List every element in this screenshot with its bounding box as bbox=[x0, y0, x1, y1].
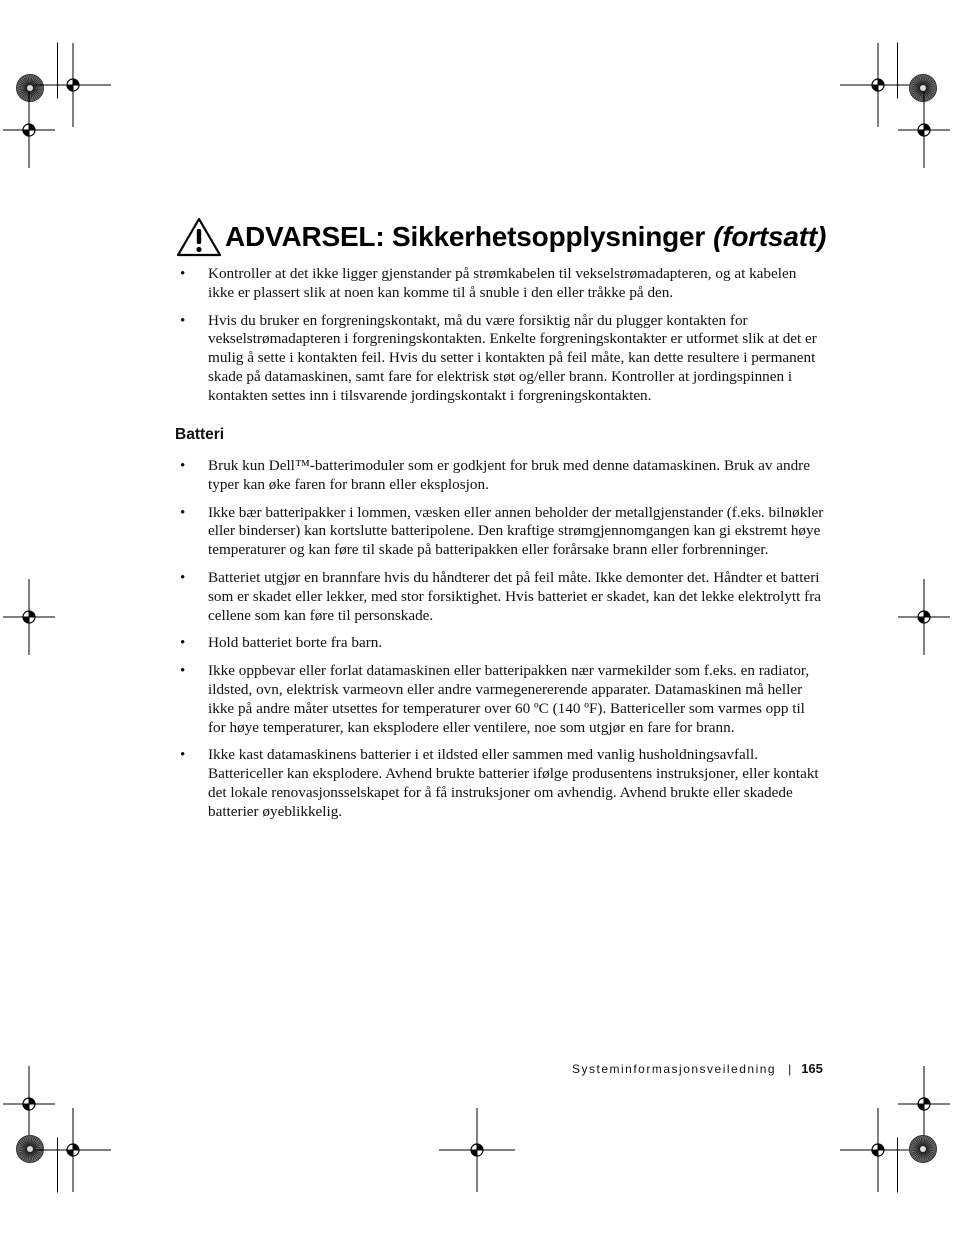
footer-doc-name: Systeminformasjonsveiledning bbox=[572, 1061, 777, 1076]
starburst-mark-icon bbox=[908, 1134, 938, 1164]
bullet-marker: • bbox=[180, 503, 186, 521]
list-item-text: Ikke bær batteripakker i lommen, væsken eller annen beholder der metallgjenstander (f.eks. bilnøkler eller binderser) kan kortslutte batteripolene. Den kraftige strømgjennomgangen kan gi ekstremt høye temperaturer og kan føre til skade på batteripakken eller forårsake brann eller forbrenninger. bbox=[208, 503, 824, 559]
bullet-marker: • bbox=[180, 634, 186, 652]
list-item-text: Bruk kun Dell™-batterimoduler som er godkjent for bruk med denne datamaskinen. Bruk av andre typer kan øke faren for brann eller eksplosjon. bbox=[208, 457, 810, 493]
list-item bbox=[180, 634, 825, 653]
list-item-text: Ikke kast datamaskinens batterier i et ildsted eller sammen med vanlig husholdningsavfall. Battericeller kan eksplodere. Avhend brukte batterier ifølge produsentens instruksjoner, eller kontakt det lokale renovasjonsselskapet for å få instruksjoner om avhendig. Avhend brukte eller skadede batterier øyeblikkelig. bbox=[208, 746, 819, 820]
list-item bbox=[180, 504, 825, 560]
warning-list bbox=[180, 265, 825, 415]
list-item bbox=[180, 312, 825, 406]
bullet-marker: • bbox=[180, 568, 186, 586]
list-item-text: Hvis du bruker en forgreningskontakt, må du være forsiktig når du plugger kontakten for vekselstrømadapteren i forgreningskontakten. Enkelte forgreningskontakter er utformet slik at det er mulig å sette i kontakten feil. Hvis du setter i kontakten på feil måte, kan dette resultere i permanent skade på datamaskinen, samt fare for elektrisk støt og/eller brann. Kontroller at jordingspinnen i kontakten settes inn i tilsvarende jordingskontakt i forgreningskontakten. bbox=[208, 311, 817, 404]
bullet-marker: • bbox=[180, 662, 186, 680]
page-footer bbox=[572, 1061, 842, 1076]
crop-line bbox=[897, 1137, 899, 1194]
list-item bbox=[180, 746, 825, 821]
warning-triangle-icon bbox=[176, 216, 222, 258]
crosshair-mark-icon bbox=[886, 579, 954, 655]
list-item-text: Kontroller at det ikke ligger gjenstander på strømkabelen til vekselstrømadapteren, og at kabelen ikke er plassert slik at noen kan komme til å snuble i den eller tråkke på den. bbox=[208, 265, 797, 301]
footer-separator: | bbox=[788, 1061, 792, 1076]
list-item bbox=[180, 569, 825, 625]
battery-warning-list bbox=[180, 457, 825, 831]
crosshair-mark-icon bbox=[435, 1108, 519, 1192]
section-heading: Batteri bbox=[175, 426, 225, 443]
crosshair-mark-icon bbox=[0, 92, 67, 168]
bullet-marker: • bbox=[180, 457, 186, 474]
list-item-text: Batteriet utgjør en brannfare hvis du håndterer det på feil måte. Ikke demonter det. Håndter et batteri som er skadet eller lekker, med stor forsiktighet. Hvis batteriet er skadet, kan det lekke elektrolytt fra cellene som kan føre til personskade. bbox=[208, 568, 822, 624]
title-main: ADVARSEL: Sikkerhetsopplysninger bbox=[225, 221, 706, 252]
list-item bbox=[180, 662, 825, 737]
page-number: 165 bbox=[801, 1061, 823, 1076]
list-item bbox=[180, 265, 825, 303]
list-item bbox=[180, 457, 825, 495]
list-item-text: Ikke oppbevar eller forlat datamaskinen eller batteripakken nær varmekilder som f.eks. en radiator, ildsted, ovn, elektrisk varmeovn eller andre varmegenererende apparater. Datamaskinen må heller ikke på andre måter utsettes for temperaturer over 60 ºC (140 ºF). Battericeller som varmes opp til for høye temperaturer, kan eksplodere eller ventilere, noe som utgjør en fare for brann. bbox=[208, 662, 810, 736]
bullet-marker: • bbox=[180, 746, 186, 764]
page-title bbox=[176, 214, 876, 260]
crop-line bbox=[57, 42, 59, 100]
crop-line bbox=[897, 42, 899, 100]
title-continued: (fortsatt) bbox=[713, 221, 827, 252]
crosshair-mark-icon bbox=[886, 92, 954, 168]
bullet-marker: • bbox=[180, 311, 186, 329]
crosshair-mark-icon bbox=[0, 579, 67, 655]
list-item-text: Hold batteriet borte fra barn. bbox=[208, 634, 383, 652]
crosshair-mark-icon bbox=[31, 1108, 115, 1192]
crop-line bbox=[57, 1137, 59, 1194]
bullet-marker: • bbox=[180, 265, 186, 282]
